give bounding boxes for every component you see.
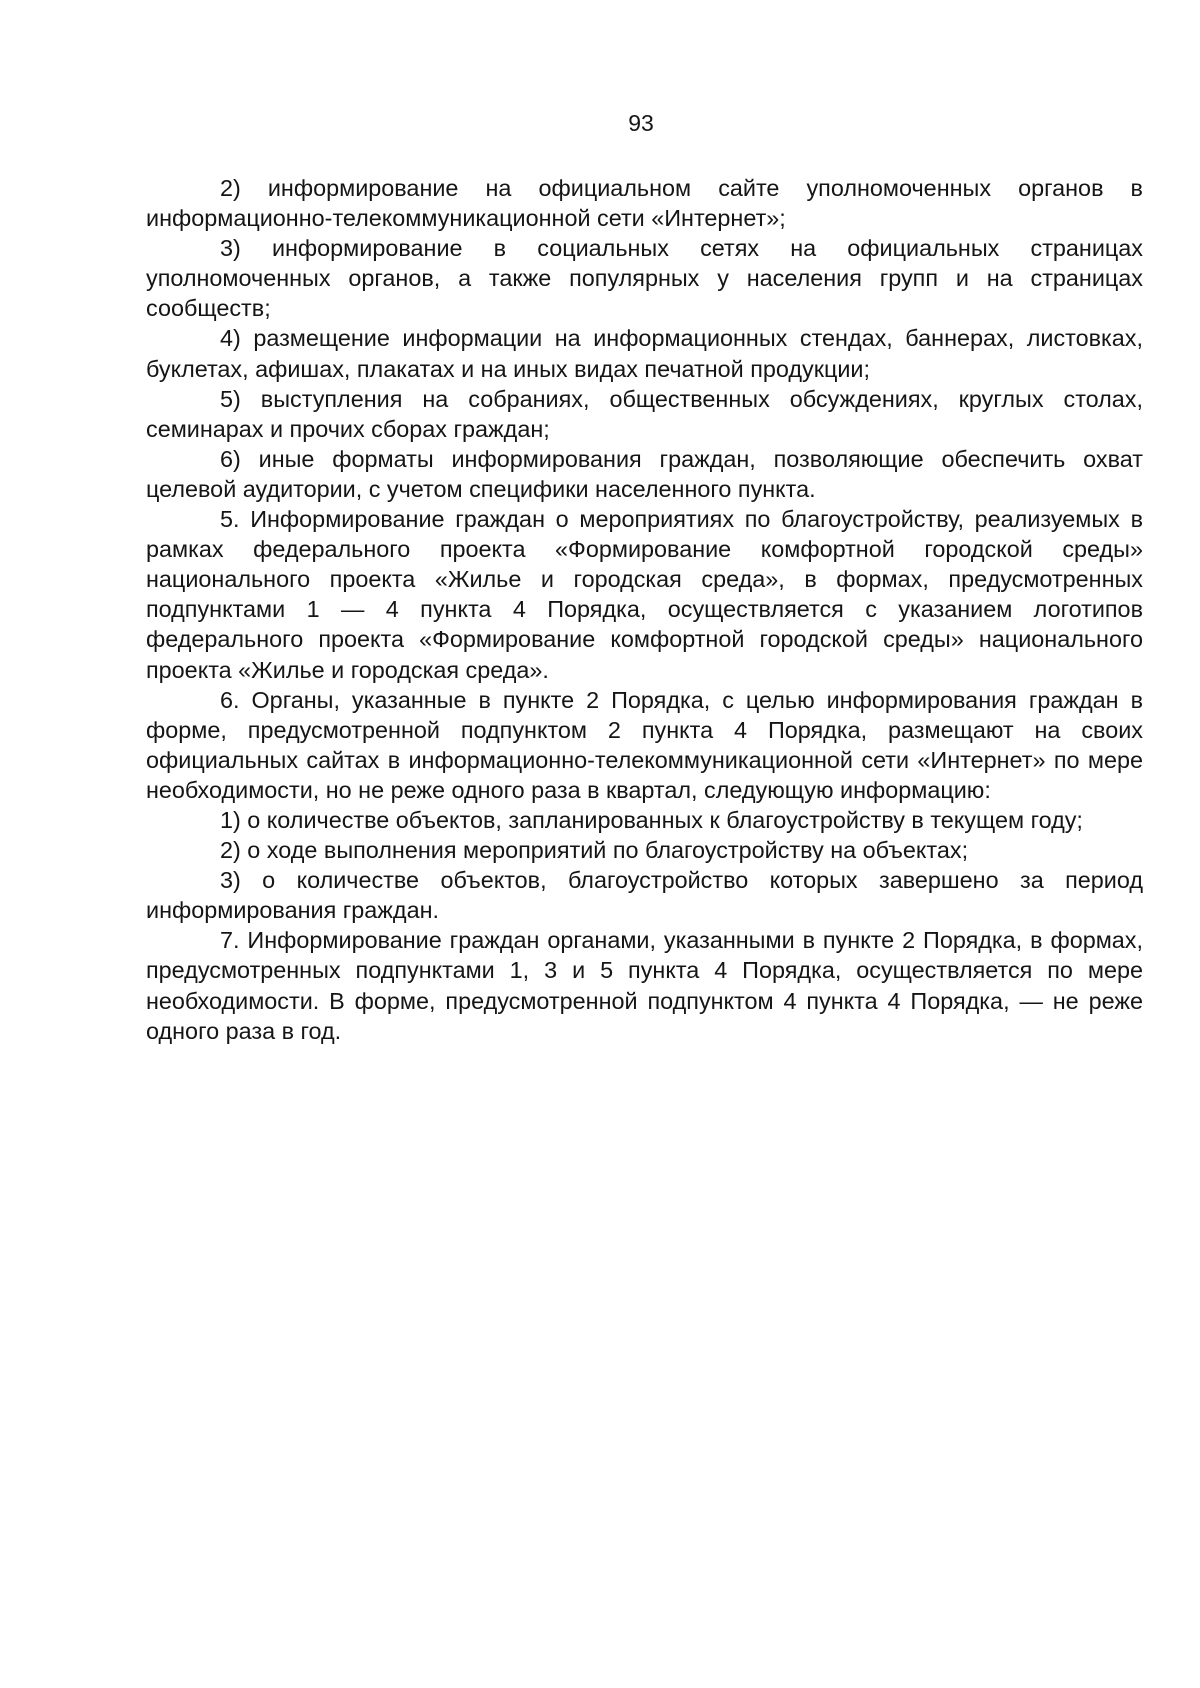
page-number: 93 [628,110,654,136]
document-body [146,173,1143,1046]
paragraph-item-6: 6. Органы, указанные в пункте 2 Порядка, с целью информирования граждан в форме, предусмотренной подпунктом 2 пункта 4 Порядка, размещают на своих официальных сайтах в информационно-телекоммуникационной сети «Интернет» по мере необходимости, но не реже одного раза в квартал, следующую информацию: [146,686,1143,803]
paragraph-item-6-subitem-1: 1) о количестве объектов, запланированных к благоустройству в текущем году; [220,806,1083,833]
paragraph-item-6-subitem-2: 2) о ходе выполнения мероприятий по благоустройству на объектах; [220,837,969,864]
paragraph-subitem-2-website: 2) информирование на официальном сайте уполномоченных органов в информационно-телекоммуникационной сети «Интернет»; [146,175,1143,232]
paragraph-item-7: 7. Информирование граждан органами, указанными в пункте 2 Порядка, в формах, предусмотренных подпунктами 1, 3 и 5 пункта 4 Порядка, осуществляется по мере необходимости. В форме, предусмотренной подпунктом 4 пункта 4 Порядка, — не реже одного раза в год. [146,927,1143,1044]
paragraph-subitem-6-other-formats: 6) иные форматы информирования граждан, позволяющие обеспечить охват целевой аудитории, с учетом специфики населенного пункта. [146,445,1143,502]
paragraph-subitem-4-stands: 4) размещение информации на информационных стендах, баннерах, листовках, буклетах, афишах, плакатах и на иных видах печатной продукции; [146,325,1143,382]
paragraph-item-5: 5. Информирование граждан о мероприятиях по благоустройству, реализуемых в рамках федерального проекта «Формирование комфортной городской среды» национального проекта «Жилье и городская среда», в формах, предусмотренных подпунктами 1 — 4 пункта 4 Порядка, осуществляется с указанием логотипов федерального проекта «Формирование комфортной городской среды» национального проекта «Жилье и городская среда». [146,506,1143,683]
paragraph-item-6-subitem-3: 3) о количестве объектов, благоустройство которых завершено за период информирования граждан. [146,867,1143,924]
paragraph-subitem-3-social-networks: 3) информирование в социальных сетях на официальных страницах уполномоченных органов, а также популярных у населения групп и на страницах сообществ; [146,235,1143,322]
paragraph-subitem-5-meetings: 5) выступления на собраниях, общественных обсуждениях, круглых столах, семинарах и прочих сборах граждан; [146,385,1143,442]
